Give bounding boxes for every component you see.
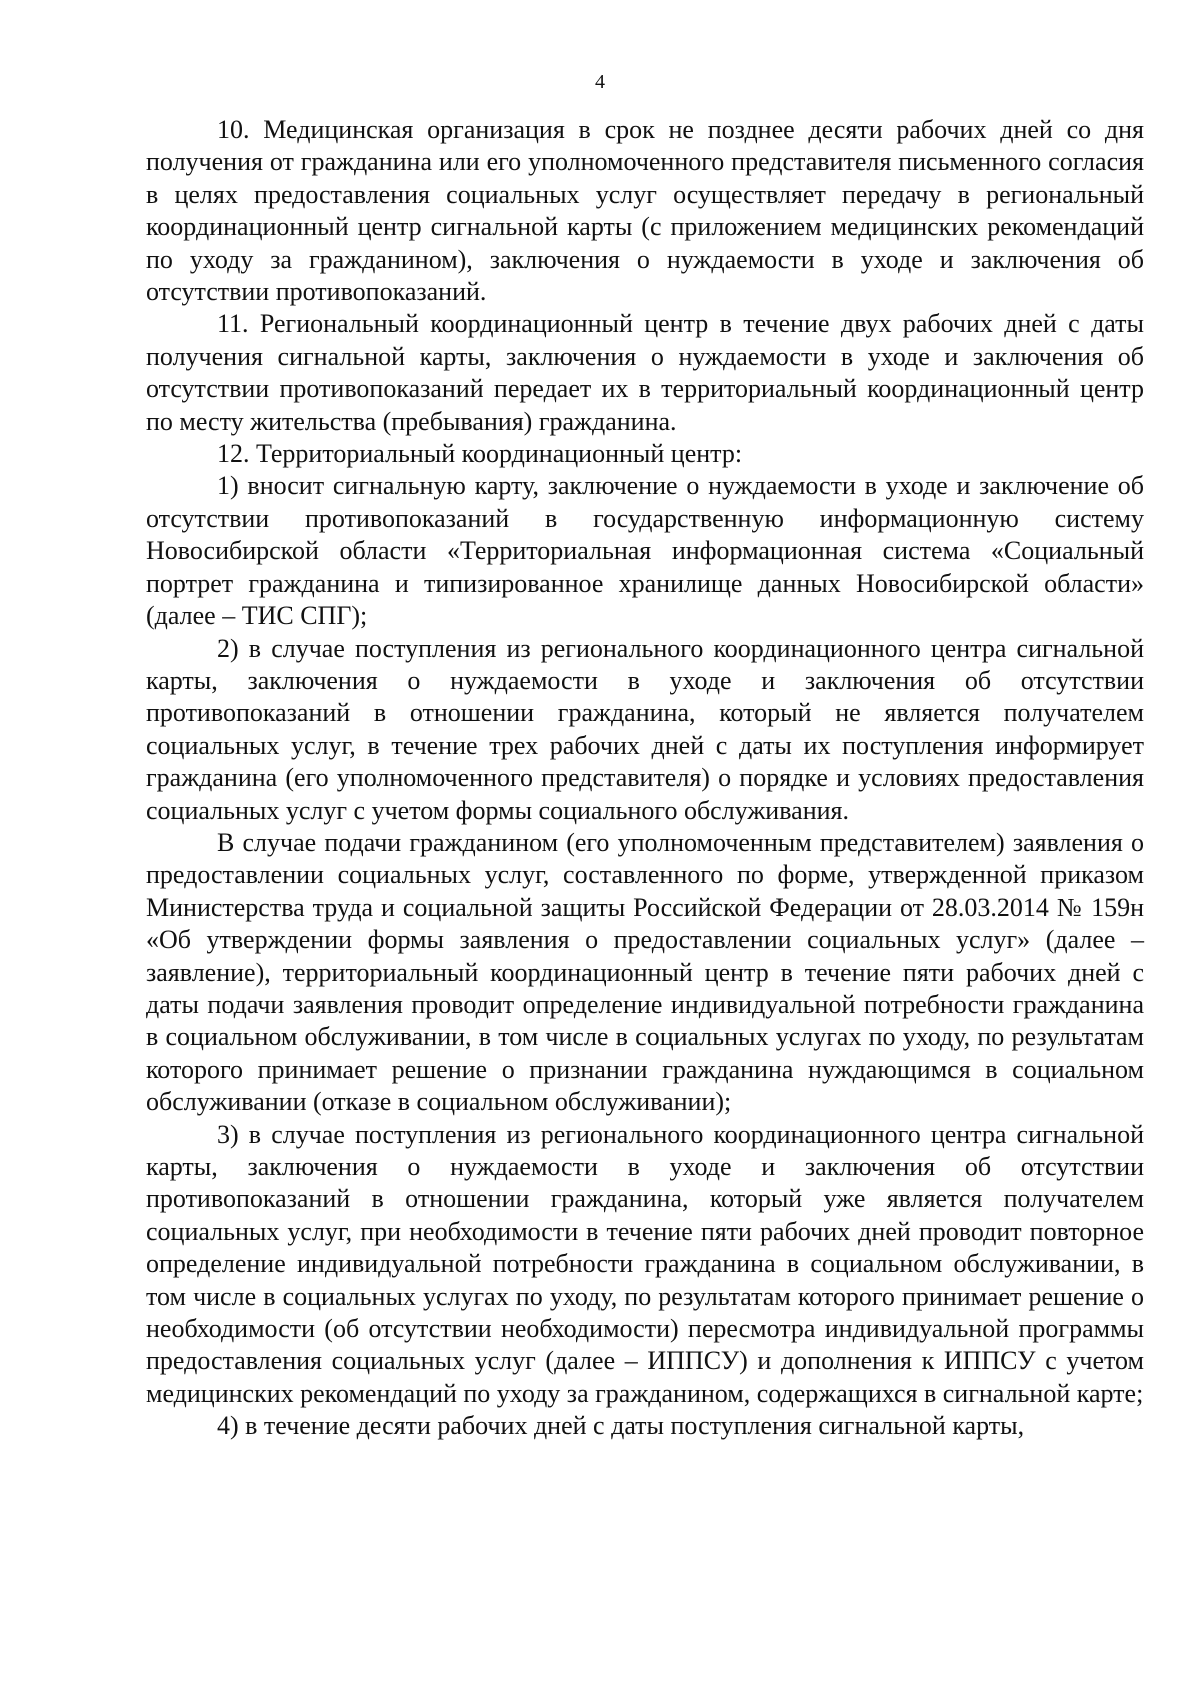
- paragraph-12-item-3: 3) в случае поступления из регионального координационного центра сигнальной карты, заключения о нуждаемости в уходе и заключения об отсутствии противопоказаний в отношении гражданина, который уже является получателем социальных услуг, при необходимости в течение пяти рабочих дней проводит повторное определение индивидуальной потребности гражданина в социальном обслуживании, в том числе в социальных услугах по уходу, по результатам которого принимает решение о необходимости (об отсутствии необходимости) пересмотра индивидуальной программы предоставления социальных услуг (далее – ИППСУ) и дополнения к ИППСУ с учетом медицинских рекомендаций по уходу за гражданином, содержащихся в сигнальной карте;: [146, 1119, 1144, 1408]
- page-number: 4: [595, 71, 605, 93]
- paragraph-12-item-2: 2) в случае поступления из регионального координационного центра сигнальной карты, заключения о нуждаемости в уходе и заключения об отсутствии противопоказаний в отношении гражданина, который не является получателем социальных услуг, в течение трех рабочих дней с даты их поступления информирует гражданина (его уполномоченного представителя) о порядке и условиях предоставления социальных услуг с учетом формы социального обслуживания.: [146, 633, 1144, 825]
- paragraph-12-item-1: 1) вносит сигнальную карту, заключение о нуждаемости в уходе и заключение об отсутствии противопоказаний в государственную информационную систему Новосибирской области «Территориальная информационная система «Социальный портрет гражданина и типизированное хранилище данных Новосибирской области» (далее – ТИС СПГ);: [146, 471, 1144, 631]
- document-body: [146, 114, 1144, 1443]
- paragraph-12: 12. Территориальный координационный центр:: [217, 439, 743, 469]
- paragraph-12-item-2-continuation: В случае подачи гражданином (его уполномоченным представителем) заявления о предоставлении социальных услуг, составленного по форме, утвержденной приказом Министерства труда и социальной защиты Российской Федерации от 28.03.2014 № 159н «Об утверждении формы заявления о предоставлении социальных услуг» (далее – заявление), территориальный координационный центр в течение пяти рабочих дней с даты подачи заявления проводит определение индивидуальной потребности гражданина в социальном обслуживании, в том числе в социальных услугах по уходу, по результатам которого принимает решение о признании гражданина нуждающимся в социальном обслуживании (отказе в социальном обслуживании);: [146, 827, 1144, 1117]
- paragraph-10: 10. Медицинская организация в срок не позднее десяти рабочих дней со дня получения от гражданина или его уполномоченного представителя письменного согласия в целях предоставления социальных услуг осуществляет передачу в региональный координационный центр сигнальной карты (с приложением медицинских рекомендаций по уходу за гражданином), заключения о нуждаемости в уходе и заключения об отсутствии противопоказаний.: [146, 115, 1144, 307]
- paragraph-12-item-4: 4) в течение десяти рабочих дней с даты поступления сигнальной карты,: [217, 1411, 1025, 1441]
- paragraph-11: 11. Региональный координационный центр в течение двух рабочих дней с даты получения сигнальной карты, заключения о нуждаемости в уходе и заключения об отсутствии противопоказаний передает их в территориальный координационный центр по месту жительства (пребывания) гражданина.: [146, 309, 1144, 436]
